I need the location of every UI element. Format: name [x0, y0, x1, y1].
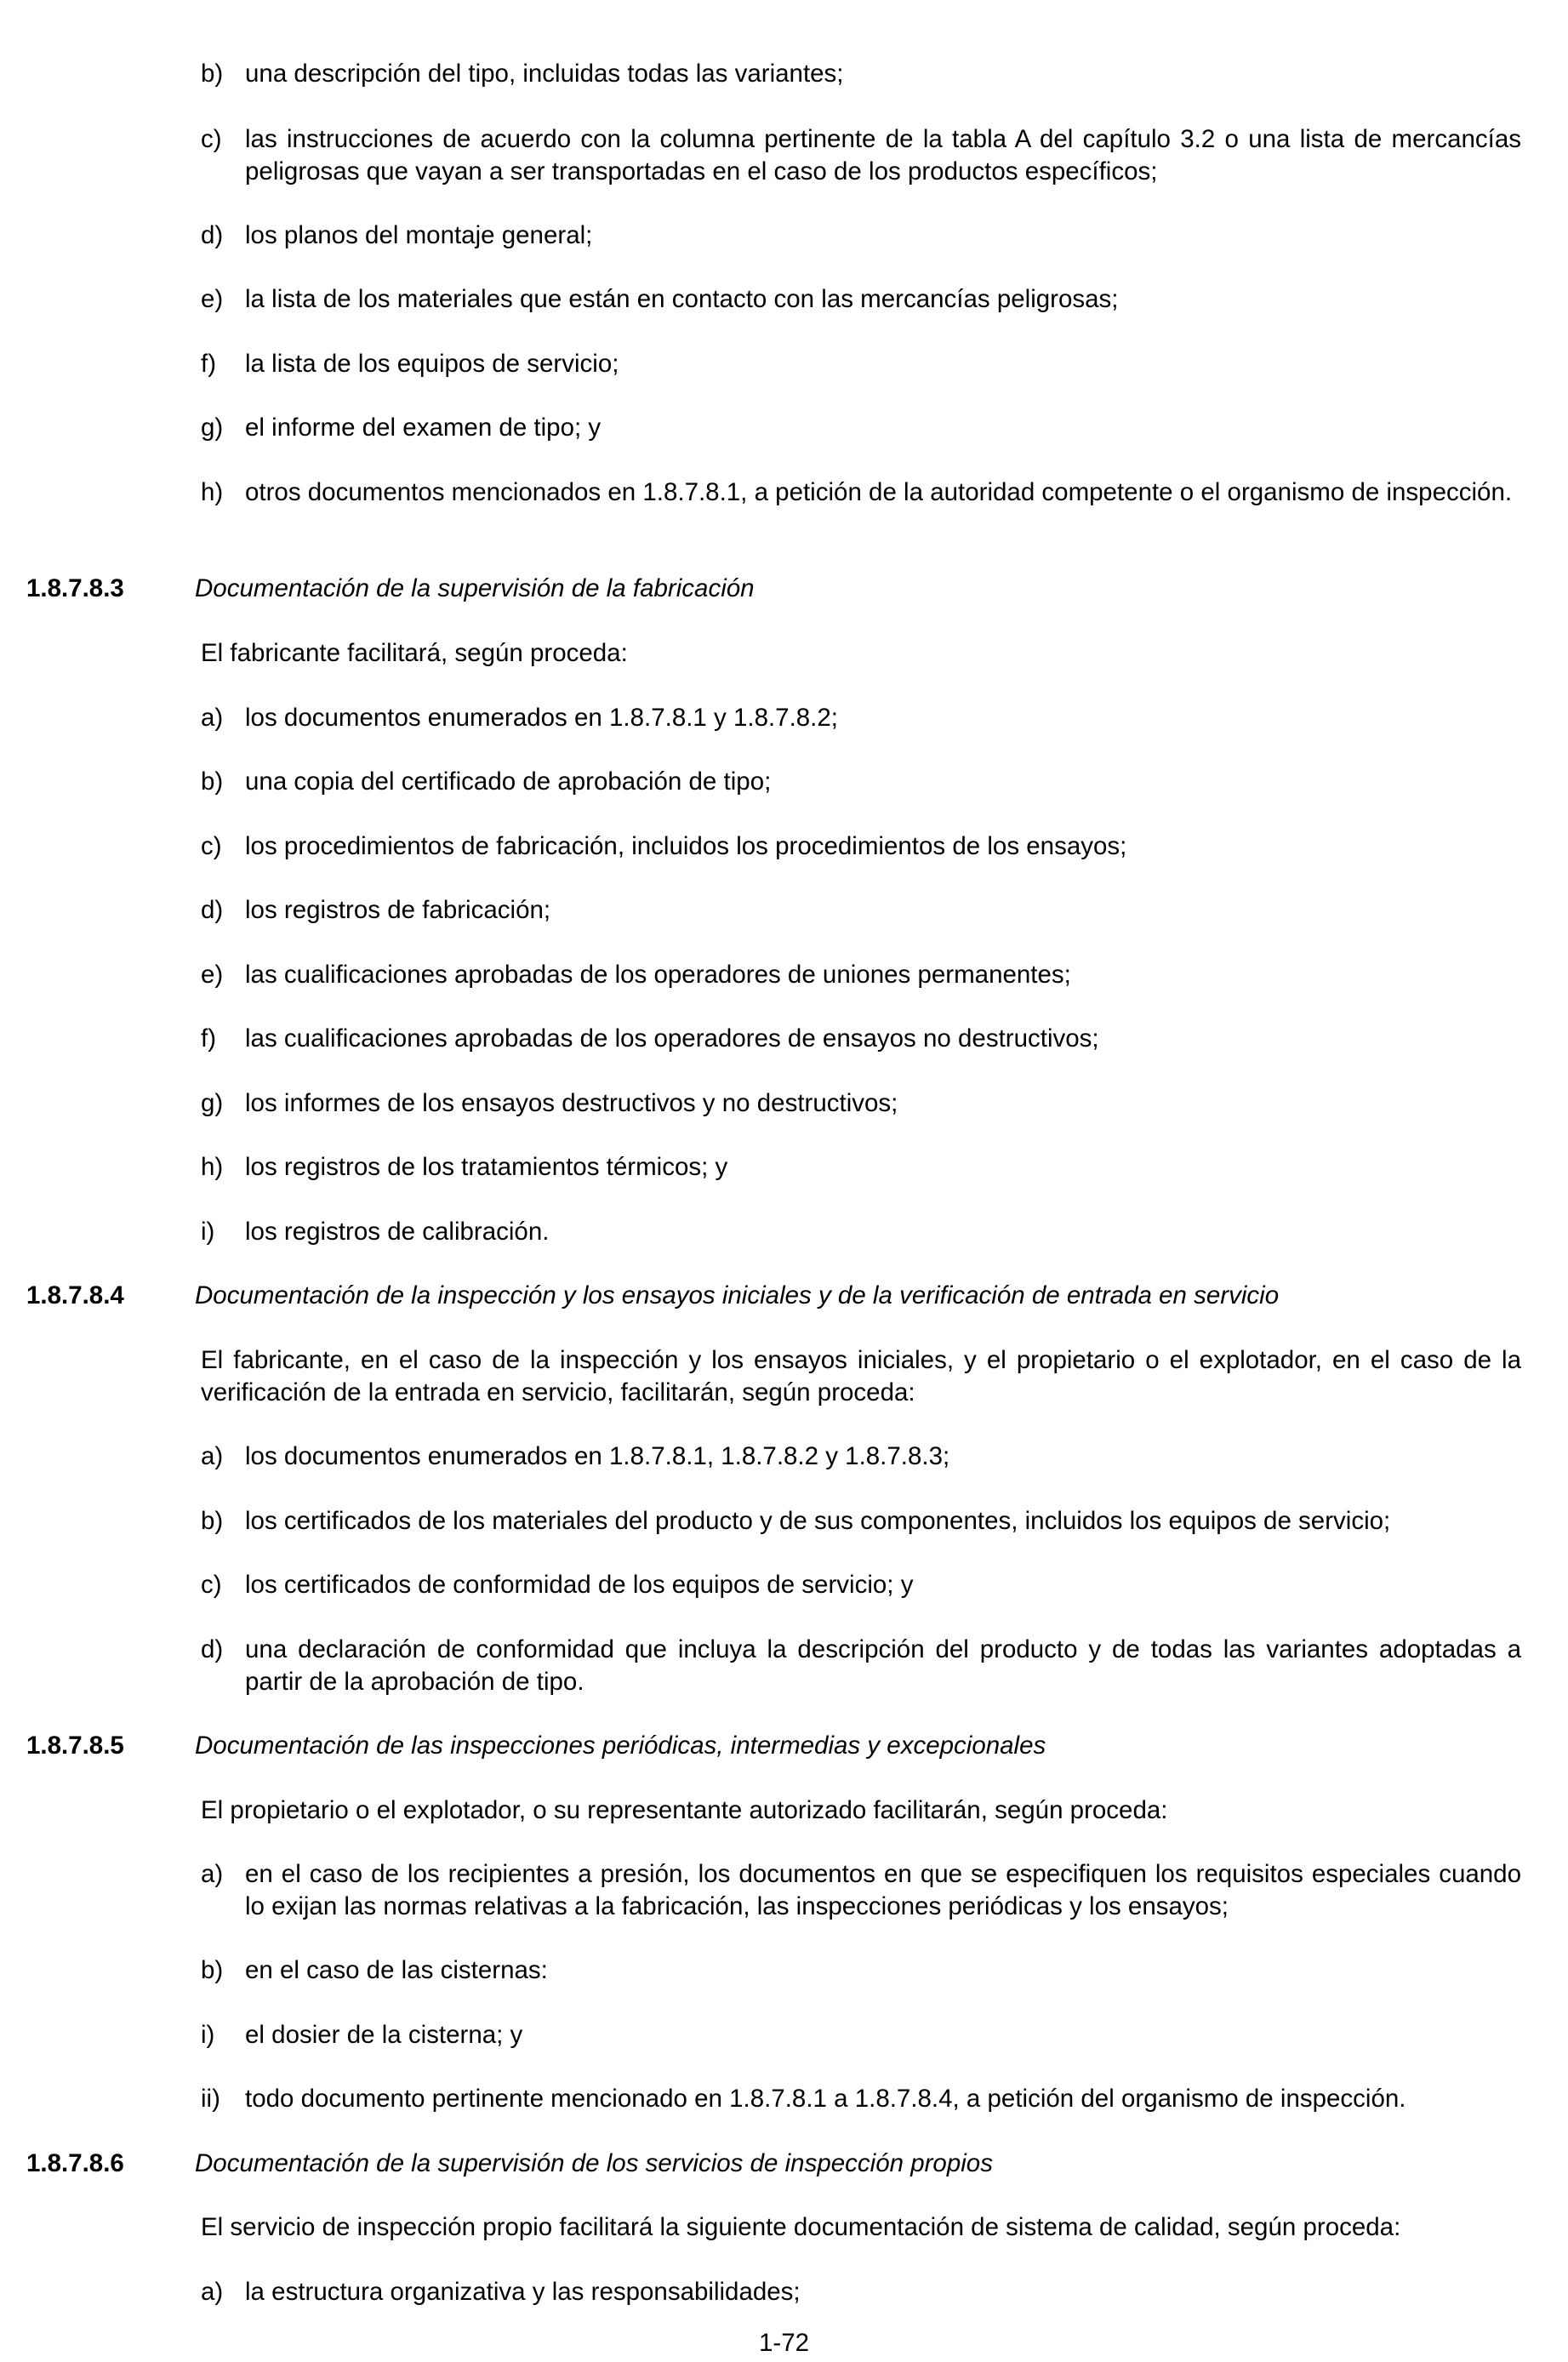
list-item: [201, 1441, 1521, 1473]
list-item: [201, 1634, 1521, 1698]
list-label: i): [201, 1218, 215, 1246]
list-label: h): [201, 478, 224, 506]
list-label: a): [201, 1442, 224, 1470]
list-text: los informes de los ensayos destructivos y no destructivos;: [245, 1089, 898, 1117]
list-text: los planos del montaje general;: [245, 221, 593, 249]
section-number: 1.8.7.8.3: [26, 574, 124, 602]
list-label: c): [201, 125, 222, 153]
list-text: el dosier de la cisterna; y: [245, 2021, 523, 2049]
section-number: 1.8.7.8.4: [26, 1281, 124, 1309]
list-item: [201, 1954, 1521, 1987]
section-intro: El fabricante, en el caso de la inspección y los ensayos iniciales, y el propietario o el explotador, en el caso de la verificación de la entrada en servicio, facilitarán, según proceda:: [201, 1346, 1521, 1406]
list-text: las instrucciones de acuerdo con la columna pertinente de la tabla A del capítulo 3.2 o una lista de mercancías peligrosas que vayan a ser transportadas en el caso de los productos específicos;: [245, 125, 1521, 185]
list-text: los certificados de conformidad de los equipos de servicio; y: [245, 1571, 914, 1599]
list-item: [201, 1569, 1521, 1601]
section-title: Documentación de las inspecciones periódicas, intermedias y excepcionales: [195, 1732, 1046, 1760]
list-label: b): [201, 60, 224, 88]
section-intro: El fabricante facilitará, según proceda:: [201, 639, 628, 667]
list-label: b): [201, 1507, 224, 1535]
list-text: una copia del certificado de aprobación de tipo;: [245, 767, 772, 796]
list-item: [201, 702, 1521, 734]
list-text: una descripción del tipo, incluidas todas las variantes;: [245, 60, 844, 88]
list-label: b): [201, 1956, 224, 1984]
list-text: la lista de los equipos de servicio;: [245, 350, 619, 378]
list-label: g): [201, 1089, 224, 1117]
section-intro: El servicio de inspección propio facilitará la siguiente documentación de sistema de calidad, según proceda:: [201, 2213, 1401, 2241]
list-text: todo documento pertinente mencionado en 1.8.7.8.1 a 1.8.7.8.4, a petición del organismo de inspección.: [245, 2085, 1406, 2113]
section-title: Documentación de la supervisión de los servicios de inspección propios: [195, 2149, 993, 2177]
list-text: una declaración de conformidad que incluya la descripción del producto y de todas las variantes adoptadas a partir de la aprobación de tipo.: [245, 1635, 1521, 1696]
list-item: [201, 2019, 1521, 2051]
list-item: [201, 959, 1521, 991]
list-item: [201, 894, 1521, 927]
list-item: [201, 766, 1521, 798]
section-number: 1.8.7.8.5: [26, 1732, 124, 1760]
list-item: [201, 476, 1521, 509]
list-text: los procedimientos de fabricación, incluidos los procedimientos de los ensayos;: [245, 832, 1127, 860]
list-item: [201, 1858, 1521, 1923]
list-label: a): [201, 1860, 224, 1888]
list-item: [201, 58, 1521, 90]
list-label: a): [201, 2278, 224, 2306]
list-label: f): [201, 1024, 217, 1053]
list-text: la estructura organizativa y las responsabilidades;: [245, 2278, 801, 2306]
list-item: [201, 283, 1521, 316]
list-label: e): [201, 285, 224, 313]
list-label: f): [201, 350, 217, 378]
list-text: en el caso de los recipientes a presión, los documentos en que se especifiquen los requisitos especiales cuando lo exijan las normas relativas a la fabricación, las inspecciones periódicas y los ensayos;: [245, 1860, 1521, 1920]
list-item: [201, 220, 1521, 252]
section-intro: El propietario o el explotador, o su representante autorizado facilitarán, según proceda:: [201, 1796, 1168, 1824]
list-text: los registros de los tratamientos térmicos; y: [245, 1153, 728, 1181]
section-title: Documentación de la supervisión de la fabricación: [195, 574, 755, 602]
list-item: [201, 348, 1521, 380]
list-label: ii): [201, 2085, 220, 2113]
list-item: [201, 1151, 1521, 1184]
list-label: g): [201, 414, 224, 442]
list-item: [201, 2276, 1521, 2308]
section-number: 1.8.7.8.6: [26, 2149, 124, 2177]
list-text: los certificados de los materiales del producto y de sus componentes, incluidos los equipos de servicio;: [245, 1507, 1391, 1535]
list-label: d): [201, 896, 224, 924]
list-label: c): [201, 832, 222, 860]
list-item: [201, 123, 1521, 188]
list-label: d): [201, 1635, 224, 1663]
section-title: Documentación de la inspección y los ensayos iniciales y de la verificación de entrada en servicio: [195, 1281, 1280, 1309]
list-text: los documentos enumerados en 1.8.7.8.1, 1.8.7.8.2 y 1.8.7.8.3;: [245, 1442, 950, 1470]
list-text: el informe del examen de tipo; y: [245, 414, 602, 442]
page-number: 1-72: [758, 2329, 810, 2357]
list-label: h): [201, 1153, 224, 1181]
list-text: las cualificaciones aprobadas de los operadores de ensayos no destructivos;: [245, 1024, 1099, 1053]
list-label: a): [201, 704, 224, 732]
list-item: [201, 1216, 1521, 1248]
list-item: [201, 2083, 1521, 2115]
list-item: [201, 1023, 1521, 1055]
list-label: b): [201, 767, 224, 796]
list-label: c): [201, 1571, 222, 1599]
list-label: d): [201, 221, 224, 249]
list-text: los registros de calibración.: [245, 1218, 550, 1246]
list-text: la lista de los materiales que están en contacto con las mercancías peligrosas;: [245, 285, 1119, 313]
list-text: los documentos enumerados en 1.8.7.8.1 y 1.8.7.8.2;: [245, 704, 838, 732]
list-text: los registros de fabricación;: [245, 896, 551, 924]
list-text: en el caso de las cisternas:: [245, 1956, 548, 1984]
list-item: [201, 412, 1521, 444]
list-item: [201, 1087, 1521, 1120]
list-label: i): [201, 2021, 215, 2049]
list-text: las cualificaciones aprobadas de los operadores de uniones permanentes;: [245, 961, 1071, 989]
list-label: e): [201, 961, 224, 989]
list-text: otros documentos mencionados en 1.8.7.8.1, a petición de la autoridad competente o el organismo de inspección.: [245, 478, 1513, 506]
list-item: [201, 830, 1521, 863]
list-item: [201, 1505, 1521, 1538]
